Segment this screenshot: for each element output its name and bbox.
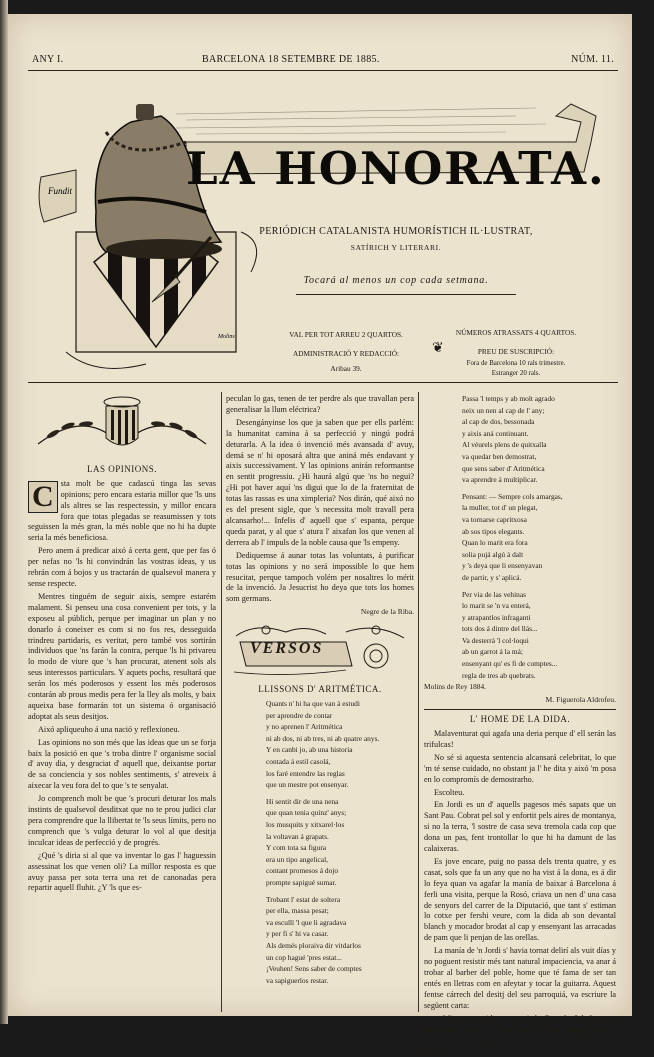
laurel-emblem-icon [28,394,216,456]
poem-line: y aixis aná continuant. [462,428,529,438]
paragraph: Pero anem á predicar aixó á certa gent, que per fas ó per nefas no 'ls hi convindrán las vostras ideas, y us rebrán com á bojos y us tractarán de qualsevol manera y sense respecte. [28,546,216,588]
poem-line: Y com tota sa figura [266,843,327,853]
paragraph: Malaventurat qui agafa una deria perque d' ell serán las trifulcas! [424,728,616,749]
issue-header [32,54,614,68]
subscription-title: PREU DE SUSCRIPCIÓ: [477,347,555,356]
poem-line: que quan tenia quinz' anys; [266,808,347,818]
paragraph: Mentres tinguém de seguir aixis, sempre estarém malament. Si penseu una cosa convenient per tots, y la exposeu al públich, perque per imaginar un plan y no donarlo á coneixer es com si no fos res, desseguida trindreu partidaris, es veritat, pero també vos sortirán individuos que 'ns farán la contra, perque 'ls hi privareu lo modo de viure que 's han procurat, atenent sols als seus interessos particulars. Y aquets pochs, resultará que serán los més poderosos y essent los més poderosos contarán ab prous medis pera fer la lley als molts, y baix aqueixa base formarán tot un sistema ó organisació adoptat als seus desitjos. [28,591,216,721]
poem-line: va aprendre á multiplicar. [462,475,538,485]
paragraph: En Jordi es un d' aquells pagesos més sapats que un Sant Pau. Cobrat pel sol y enfortit pels aires de montanya, si no la terra, 'l sostre de casa seva tremola cada cop que dona un pas, fent trontollar lo que hi ha damunt de las calaixeras. [424,800,616,854]
poem-line: ab un garrot á la má; [462,647,523,657]
poem-line: neix un nen al cap de l' any; [462,405,545,415]
poem-line: Quan lo marit era fora [462,538,528,548]
paragraph: No sé si aquesta sentencia alcansará celebritat, lo que 'm té sense cuidado, no obstant ja l' he dita y aixó 'm posa en lo compromís de demostrarho. [424,752,616,784]
poem-place: Molins de Rey 1884. [424,682,486,692]
paragraph: Dediquemse á aunar totas las voluntats, á purificar totas las opinions y no será impossible lo que hem resucitat, perque tampoch volém per nosaltres lo mérit de la invenció. Ja Jesucrist ho deya que tots los homes som germans. [226,550,414,604]
address-line: Aribau 39. [330,364,362,373]
poem-line: los musquits y xitxarel·los [266,819,345,829]
masthead [36,102,606,382]
newspaper-title: LA HONORATA. [186,142,606,195]
poem-line: de partir, y s' aplicá. [462,572,522,582]
column-separator-2 [418,392,419,1012]
poem-line: y no aprenen l' Aritmética [266,722,343,732]
poem-line: va escullí 'l que li agradava [266,917,347,927]
motto-scroll [39,170,76,222]
paragraph: ¿Qué 's diria si al que va inventar lo gas l' haguessin assessinat los que venen oli? La millor resposta es que avuy passa per sota terra una ret de canonadas pera repartir aquell fluhit. ¿Y 'ls que es- [28,850,216,893]
article-rule [424,709,616,710]
poem-line: la muller, tot d' un plegat, [462,503,538,513]
artist-signature: Molins [218,334,235,340]
poem-line: ensenyant qu' es fi de comptes... [462,659,558,669]
subscription-line-1: Fora de Barcelona 10 rals trimestre. [466,360,566,367]
poem-line: Al véurels plens de quitxalla [462,440,547,450]
poem-line: los faré entendre las reglas [266,768,345,778]
poem-line: y per fi s' hi va casar. [266,929,329,939]
poem-line: Va desterrá 'l col·loqui [462,635,529,645]
ornament-icon: ❦ [432,340,444,356]
poem-line: regla de tres ab quebrats. [462,670,536,680]
price-line: VAL PER TOT ARREU 2 QUARTOS. [289,330,403,339]
poem-line: era un tipo angelical, [266,854,328,864]
poem-line: per ella, massa pesat; [266,906,329,916]
motion-lines [176,108,546,134]
paragraph: Jo comprench molt be que 's procuri deturar los mals instints de qualsevol desditxat que no te prou judici clar pera comprendre que la llibertat te 'ls seus límits, pero no comprench que 's vulga deturar lo vol al que desitja inculcar ideas de perfecció y de progrés. [28,794,216,847]
column-separator-1 [221,392,222,1012]
signature: Negre de la Riba. [360,607,414,617]
column-1 [28,394,216,1012]
newspaper-subtitle: PERIÓDICH CATALANISTA HUMORÍSTICH IL·LUSTRAT, [259,226,533,237]
paragraph: peculan lo gas, tenen de ter perdre als que travallan pera generalisar la llum eléctrica? [226,394,414,414]
poem-line: un cop hagué 'pres estat... [266,952,342,962]
article-heading-opinions: LAS OPINIONS. [86,463,157,474]
back-issues-line: NÚMEROS ATRASSATS 4 QUARTOS. [455,328,577,337]
subscription-line-2: Estranger 20 rals. [491,370,541,377]
poem-line: solia pujá algú á dalt [462,549,524,559]
binding-edge [0,0,8,1024]
newspaper-page [8,14,632,1056]
poem-line: Y en canbi jo, ab una historia [266,745,353,755]
article-heading-dida: L' HOME DE LA DIDA. [469,714,571,725]
masthead-rule [28,382,618,383]
newspaper-subtitle-2: SATÍRICH Y LITERARI. [350,243,442,252]
section-title: VERSOS [250,640,324,658]
column-2 [226,394,414,1012]
poem-continuation [424,394,616,680]
dateline: BARCELONA 18 SETEMBRE DE 1885. [202,54,380,65]
poem-line: Als demés ploraiva dir vitdarlos [266,940,361,950]
poem-line: y atrapantlos infraganti [462,612,531,622]
bell-motto: Fundit [48,186,72,196]
poem-title: LLISSONS D' ARITMÉTICA. [258,684,382,695]
poem-line: Per via de las vehinas [462,589,527,599]
admin-line: ADMINISTRACIÓ Y REDACCIÓ: [292,349,400,358]
poem-line: Passa 'l temps y ab molt agrado [462,394,555,403]
poem-line: y 's deya que li ensenyavan [462,561,543,571]
poem-line: tots dos á dintre del llás... [462,624,538,634]
paragraph: Desengányinse los que ja saben que per ells parlém: la humanitat camina á sa perfecció y ningú podrá deturarla. A la idea ó invenció més avansada d' avuy, demá se n' hi oposará altra que aniná més endavant y aixis successivament. Y las opinions anirán reformantse en sentit progressiu. ¿Hi haurá algú que 'ns ho negui? ¿Hi pot haver aquí 'ns digui que lo de la fraternitat de totas las rassas es una ximpleria? Nos dirán, qué aixó no es del present sigle, que 's necessita molt travall pera alcansarho!... Infelis d' aquell que s' espanta, perque queda parat, y al que s' atura l' aixafan los que venen al derrera ab l' impuls de la noble causa que 'ls empeny. [226,417,414,547]
poem-line: ab sos tipos elegants. [462,526,525,536]
poem-line: ¡Veuhen! Sens saber de comptes [266,964,362,974]
paragraph: Es jove encare, puig no passa dels trenta quatre, y es casat, sols que fa un any que no ha vist á la dona, es á dir lo feya quan va agafar la manía de baixar á Barcelona á ferli una visita, perque la Rosó, criava un nen d' una casa de senyors del carrer de la Diputació, que tant s' estiman lo cotxe per fershi veure, com la dida ab son devantal blanch y mocador brodat al cap y ensenyant las arracadas de pam que li penjan de las orellas. [424,856,616,943]
poem-line: per aprendre de contar [266,710,333,720]
poem-line: contant promesos á dojo [266,866,339,876]
poem-line: que un mestre pot ensenyar. [266,780,349,790]
paragraph: Las opinions no son més que las ideas que un se forja baix la posició en que 's troba dintre l' organisme social d' avuy dia, y desgraciat d' aquell que, deixantse portar de sa conciencia y sos nobles sentiments, s' atreveix á aixecar la veu fora del to que 's te senyalat. [28,737,216,791]
poem-line: prompte sapigué sumar. [266,877,337,887]
poem-author: M. Figuerola Aldrofeu. [545,695,616,705]
poem-line: Quants n' hi ha que van á estudi [266,699,360,709]
poem-line: ni ab dos, ni ab tres, ni ab quatre anys. [266,733,380,743]
newspaper-motto: Tocará al menos un cop cada setmana. [303,275,489,286]
poem [226,699,414,985]
column-3 [424,394,616,1056]
poem-line: va quedar ben demostrat, [462,451,537,461]
header-rule [28,70,618,71]
poem-line: Pensant: — Sempre cols amargas, [462,491,563,501]
poem-line: al cap de dos, bessonada [462,417,535,427]
poem-line: Trobant l' estat de soltera [266,894,341,904]
paragraph: Escolteu. [434,787,465,797]
issue-year: ANY I. [32,54,64,65]
poem-line: la voltavan á grapats. [266,831,329,841]
poem-line: Hi sentit dir de una nena [266,796,339,806]
motto-rule [296,294,516,295]
versos-banner [226,622,414,680]
poem-line: que sens saber d' Aritmética [462,463,545,473]
poem-line: contada á estil casolá, [266,757,331,766]
drop-cap: C [28,481,58,513]
poem-line: va tornarse capritxosa [462,514,527,524]
poem-line: lo marit se 'n va enterá, [462,601,531,611]
paragraph: « Mim uy cerida ya presiada Ros ó: Sabrás quay determinao bacar en Varzelona por dirte mucas quosas y berta por ce tengo mucas ganas de berta y dirte mucas quosas. [424,1013,616,1056]
poem-line: va sapiguerlos restar. [266,975,329,985]
paragraph: La manía de 'n Jordi s' havia tornat delirí als vuit días y no poguent resistir més tant natural impaciencia, va anar á trobar al barber del poble, home que té fama de ser tan entés en lletras com en afeytar y tocar la guitarra. Aquest fentse cárrech del desitj del seu parroquiá, va escriure la següent carta: [424,946,616,1010]
paragraph: Aixó apliqueuho á una nació y reflexioneu. [38,724,180,734]
issue-number: NÚM. 11. [571,54,614,65]
paragraph: sta molt be que cadascú tinga las sevas opinions; pero encara estaria millor que 'ls uns als altres se las respectessin, y millor encara fora que totas plegadas se reasumissen y tots seguissen la més gran, la més noble que no hi ha dupte seria la més beneficiosa. [28,478,216,543]
